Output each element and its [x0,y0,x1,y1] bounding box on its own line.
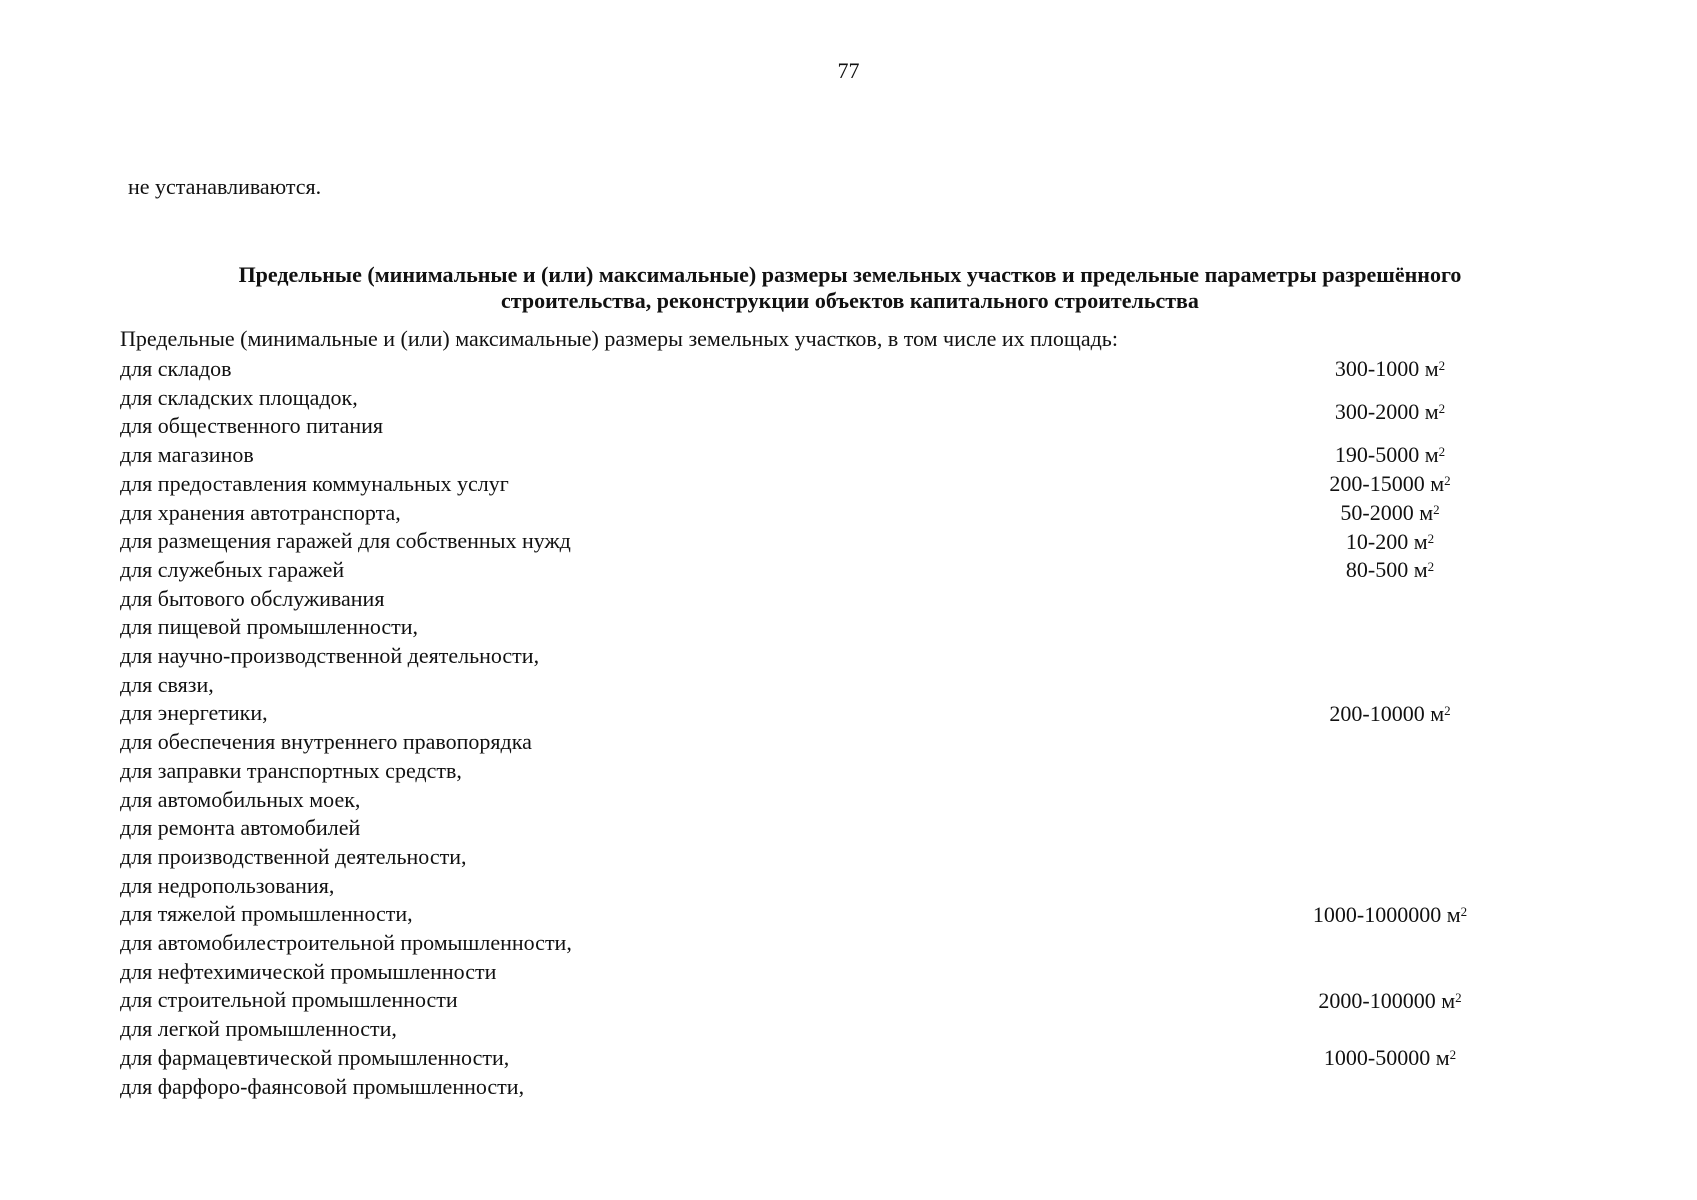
area-unit: м [1446,901,1461,927]
use-type-label: для автомобильных моек, [120,786,361,812]
use-type-label: для недропользования, [120,872,335,898]
row-labels [120,843,1260,987]
area-unit-power: 2 [1460,903,1468,919]
page-number: 77 [837,58,860,83]
plot-size-row [120,843,1520,987]
area-value: 1000-50000 [1323,1045,1431,1071]
row-labels [120,470,1260,499]
area-value: 2000-100000 [1318,987,1436,1013]
row-labels [120,355,1260,384]
area-unit: м [1430,700,1445,726]
use-type-label: для автомобилестроительной промышленности, [120,930,572,956]
use-type-label: для заправки транспортных средств, [120,757,462,783]
area-unit: м [1413,557,1428,583]
area-unit-power: 2 [1449,1047,1457,1063]
area-unit-power: 2 [1438,358,1446,374]
use-type-label: для общественного питания [120,413,384,439]
row-labels [120,1015,1260,1101]
use-type-label: для строительной промышленности [120,987,458,1013]
area-value: 300-1000 [1334,356,1420,382]
area-unit-power: 2 [1427,559,1435,575]
use-type-label: для складов [120,356,232,381]
area-range [1260,470,1520,498]
section-title-line-1: Предельные (минимальные и (или) максимальные) размеры земельных участков и предельные параметры разрешённого [238,262,1462,287]
plot-size-list [120,355,1520,1101]
plot-size-row [120,527,1520,556]
use-type-label: для размещения гаражей для собственных нужд [120,528,571,554]
area-range [1260,355,1520,383]
area-value: 200-15000 [1329,471,1425,497]
use-type-label: для нефтехимической промышленности [120,958,497,984]
area-unit: м [1435,1045,1450,1071]
area-range [1260,700,1520,728]
area-unit-power: 2 [1433,501,1440,517]
area-value: 190-5000 [1334,442,1420,468]
area-unit-power: 2 [1455,989,1462,1005]
area-unit: м [1424,442,1439,468]
plot-size-row [120,1015,1520,1101]
use-type-label: для магазинов [120,442,254,468]
row-labels [120,556,1260,585]
plot-size-row [120,441,1520,470]
row-labels [120,499,1260,528]
area-unit-power: 2 [1438,401,1446,417]
use-type-label: для тяжелой промышленности, [120,901,413,927]
row-labels [120,527,1260,556]
use-type-label: для бытового обслуживания [120,585,385,611]
use-type-label: для фармацевтической промышленности, [120,1044,510,1070]
use-type-label: для обеспечения внутреннего правопорядка [120,729,532,755]
area-unit: м [1419,499,1434,525]
area-unit: м [1424,356,1439,382]
use-type-label: для энергетики, [120,700,268,726]
area-unit-power: 2 [1444,702,1451,718]
use-type-label: для служебных гаражей [120,556,345,582]
section-title-line-2: строительства, реконструкции объектов капитального строительства [501,288,1199,313]
plot-size-row [120,986,1520,1015]
plot-size-row [120,384,1520,441]
use-type-label: для ремонта автомобилей [120,815,361,841]
area-unit: м [1430,471,1445,497]
row-labels [120,585,1260,843]
area-range [1260,987,1520,1015]
intro-line: Предельные (минимальные и (или) максимальные) размеры земельных участков, в том числе их площадь: [120,326,1118,351]
use-type-label: для пищевой промышленности, [120,614,419,640]
plot-size-row [120,470,1520,499]
use-type-label: для фарфоро-фаянсовой промышленности, [120,1073,525,1099]
row-labels [120,384,1260,441]
section-title [120,262,1580,314]
plot-size-row [120,556,1520,585]
area-unit-power: 2 [1444,473,1451,489]
use-type-label: для хранения автотранспорта, [120,499,401,525]
plot-size-row [120,355,1520,384]
use-type-label: для производственной деятельности, [120,843,467,869]
area-range [1260,1044,1520,1072]
area-unit: м [1441,987,1456,1013]
area-range [1260,441,1520,469]
area-unit: м [1424,399,1439,425]
row-labels [120,441,1260,470]
area-unit-power: 2 [1427,530,1435,546]
area-value: 1000-1000000 [1312,901,1442,927]
use-type-label: для складских площадок, [120,384,358,410]
area-value: 80-500 [1345,557,1409,583]
area-value: 10-200 [1345,528,1409,554]
area-unit: м [1413,528,1428,554]
plot-size-row [120,585,1520,843]
area-range [1260,499,1520,527]
area-value: 50-2000 [1340,499,1414,525]
use-type-label: для предоставления коммунальных услуг [120,470,509,496]
use-type-label: для легкой промышленности, [120,1016,397,1042]
use-type-label: для научно-производственной деятельности, [120,643,540,669]
area-range [1260,556,1520,584]
area-range [1260,901,1520,929]
plot-size-row [120,499,1520,528]
row-labels [120,986,1260,1015]
carry-over-text: не устанавливаются. [128,174,322,199]
area-range [1260,398,1520,426]
area-unit-power: 2 [1438,444,1446,460]
area-range [1260,528,1520,556]
area-value: 200-10000 [1329,700,1425,726]
area-value: 300-2000 [1334,399,1420,425]
use-type-label: для связи, [120,671,214,697]
